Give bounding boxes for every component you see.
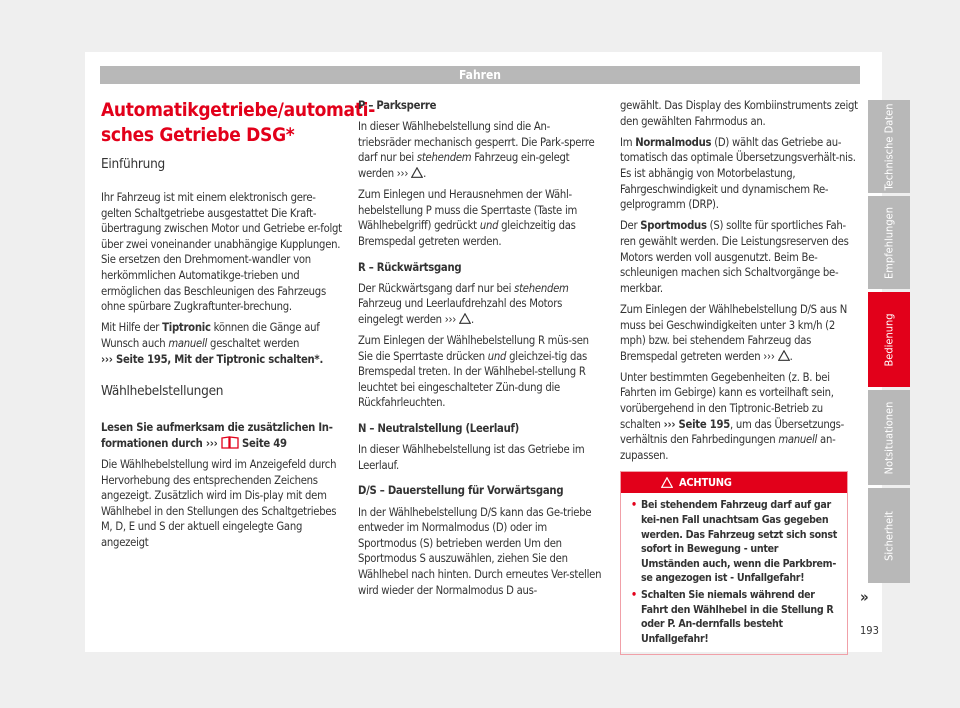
tab-notsituationen[interactable]: Notsituationen [868, 390, 910, 485]
sport-paragraph: Der Sportmodus (S) sollte für sportliches Fah-ren gewählt werden. Die Leistungsreserven des Motors werden voll ausgenutzt. Beim Be-schleunigen machen sich Schaltvorgänge be-merkbar. [620, 219, 849, 295]
caution-item: • Schalten Sie niemals während der Fahrt den Wählhebel in die Stellung R oder P. An-dernfalls besteht Unfallgefahr! [631, 588, 839, 646]
page-number: 193 [860, 624, 879, 637]
p-paragraph-2: Zum Einlegen und Herausnehmen der Wähl-hebelstellung P muss die Sperrtaste (Taste im Wählhebelgriff) gedrückt und gleichzeitig das Bremspedal getreten werden. [358, 188, 578, 248]
ds-paragraph: In der Wählhebelstellung D/S kann das Ge-triebe entweder im Normalmodus (D) oder im Sportmodus (S) betrieben werden Um den Sportmodus S auszuwählen, ziehen Sie den Wählhebel nach hinten. Durch erneutes Ver-stellen wird wieder der Normalmodus D aus- [358, 505, 602, 597]
n-title: N – Neutralstellung (Leerlauf) [358, 422, 519, 436]
tab-sicherheit[interactable]: Sicherheit [868, 488, 910, 583]
caution-header: ACHTUNG [621, 472, 847, 493]
column-1 [101, 98, 376, 556]
tip-link[interactable]: ››› Seite 195 [663, 417, 730, 431]
r-paragraph: Der Rückwärtsgang darf nur bei stehendem Fahrzeug und Leerlaufdrehzahl des Motors eingelegt werden ››› . [358, 281, 569, 326]
book-icon [221, 436, 239, 449]
column-2 [358, 98, 603, 604]
continue-arrow-icon: » [860, 588, 869, 606]
tab-bedienung[interactable]: Bedienung [868, 292, 910, 387]
ds-title: D/S – Dauerstellung für Vorwärtsgang [358, 484, 564, 498]
n-paragraph: In dieser Wählhebelstellung ist das Getriebe im Leerlauf. [358, 443, 585, 472]
intro-paragraph: Ihr Fahrzeug ist mit einem elektronisch gere-gelten Schaltgetriebe ausgestattet Die Kraft-übertragung zwischen Motor und Getriebe er-folgt über zwei voneinander unabhängige Kupplungen. Sie ersetzen den Drehmoment-wandler von herkömmlichen Automatikge-trieben und ermöglichen das Beschleunigen des Fahrzeugs ohne spürbare Zugkraftunter-brechung. [101, 191, 342, 314]
tab-technische-daten[interactable]: Technische Daten [868, 100, 910, 193]
read-note-link[interactable]: Seite 49 [238, 436, 287, 450]
r-title: R – Rückwärtsgang [358, 260, 462, 274]
section-heading-selector: Wählhebelstellungen [101, 383, 224, 400]
cont-paragraph: gewählt. Das Display des Kombiinstruments zeigt den gewählten Fahrmodus an. [620, 99, 858, 128]
column-3 [620, 98, 860, 655]
warning-icon [411, 167, 423, 178]
caution-box [620, 471, 848, 655]
ds-select-paragraph: Zum Einlegen der Wählhebelstellung D/S aus N muss bei Geschwindigkeiten unter 3 km/h (2 mph) bzw. bei stehendem Fahrzeug das Bremspedal getreten werden ››› . [620, 302, 847, 363]
caution-item: • Bei stehendem Fahrzeug darf auf gar kei-nen Fall unachtsam Gas gegeben werden. Das Fahrzeug setzt sich sonst sofort in Bewegung - unter Umständen auch, wenn die Parkbrem-se angezogen ist - Unfallgefahr! [631, 498, 839, 586]
tab-empfehlungen[interactable]: Empfehlungen [868, 196, 910, 289]
section-header: Fahren [100, 66, 860, 84]
caution-body [621, 493, 847, 654]
subtitle: Einführung [101, 156, 166, 172]
warning-icon [459, 313, 471, 324]
p-title: P – Parksperre [358, 99, 437, 112]
tiptronic-tip-paragraph: Unter bestimmten Gegebenheiten (z. B. bei Fahrten im Gebirge) kann es vorteilhaft sein, vorübergehend in den Tiptronic-Betrieb zu schalten ››› Seite 195, um das Übersetzungs-verhältnis den Fahrbedingungen manuell an-zupassen. [620, 370, 845, 462]
warning-icon [661, 477, 673, 488]
display-paragraph: Die Wählhebelstellung wird im Anzeigefeld durch Hervorhebung des entsprechenden Zeichens angezeigt. Zusätzlich wird im Dis-play mit dem Wählhebel in den Stellungen des Schaltgetriebes M, D, E und S der aktuell eingelegte Gang angezeigt [101, 457, 337, 549]
tiptronic-paragraph: Mit Hilfe der Tiptronic können die Gänge auf Wunsch auch manuell geschaltet werden ››› Seite 195, Mit der Tiptronic schalten*. [101, 321, 324, 366]
page-title: Automatikgetriebe/automati- sches Getriebe DSG* [101, 99, 376, 146]
p-paragraph: In dieser Wählhebelstellung sind die An-triebsräder mechanisch gesperrt. Die Park-sperre darf nur bei stehendem Fahrzeug ein-gelegt werden ››› . [358, 120, 595, 180]
read-note: Lesen Sie aufmerksam die zusätzlichen In- formationen durch ››› Seite 49 [101, 421, 333, 450]
warning-icon [778, 350, 790, 361]
normal-paragraph: Im Normalmodus (D) wählt das Getriebe au-tomatisch das optimale Übersetzungsverhält-nis. Es ist abhängig von Motorbelastung, Fahrgeschwindigkeit und dynamischem Re-gelprogramm (DRP). [620, 135, 856, 212]
r-paragraph-2: Zum Einlegen der Wählhebelstellung R müs-sen Sie die Sperrtaste drücken und gleichzei-tig das Bremspedal treten. In der Wählhebel-stellung R leuchtet bei eingeschalteter Zün-dung die Rückfahrleuchten. [358, 334, 589, 410]
tiptronic-link[interactable]: ››› Seite 195, Mit der Tiptronic schalten*. [101, 352, 324, 366]
